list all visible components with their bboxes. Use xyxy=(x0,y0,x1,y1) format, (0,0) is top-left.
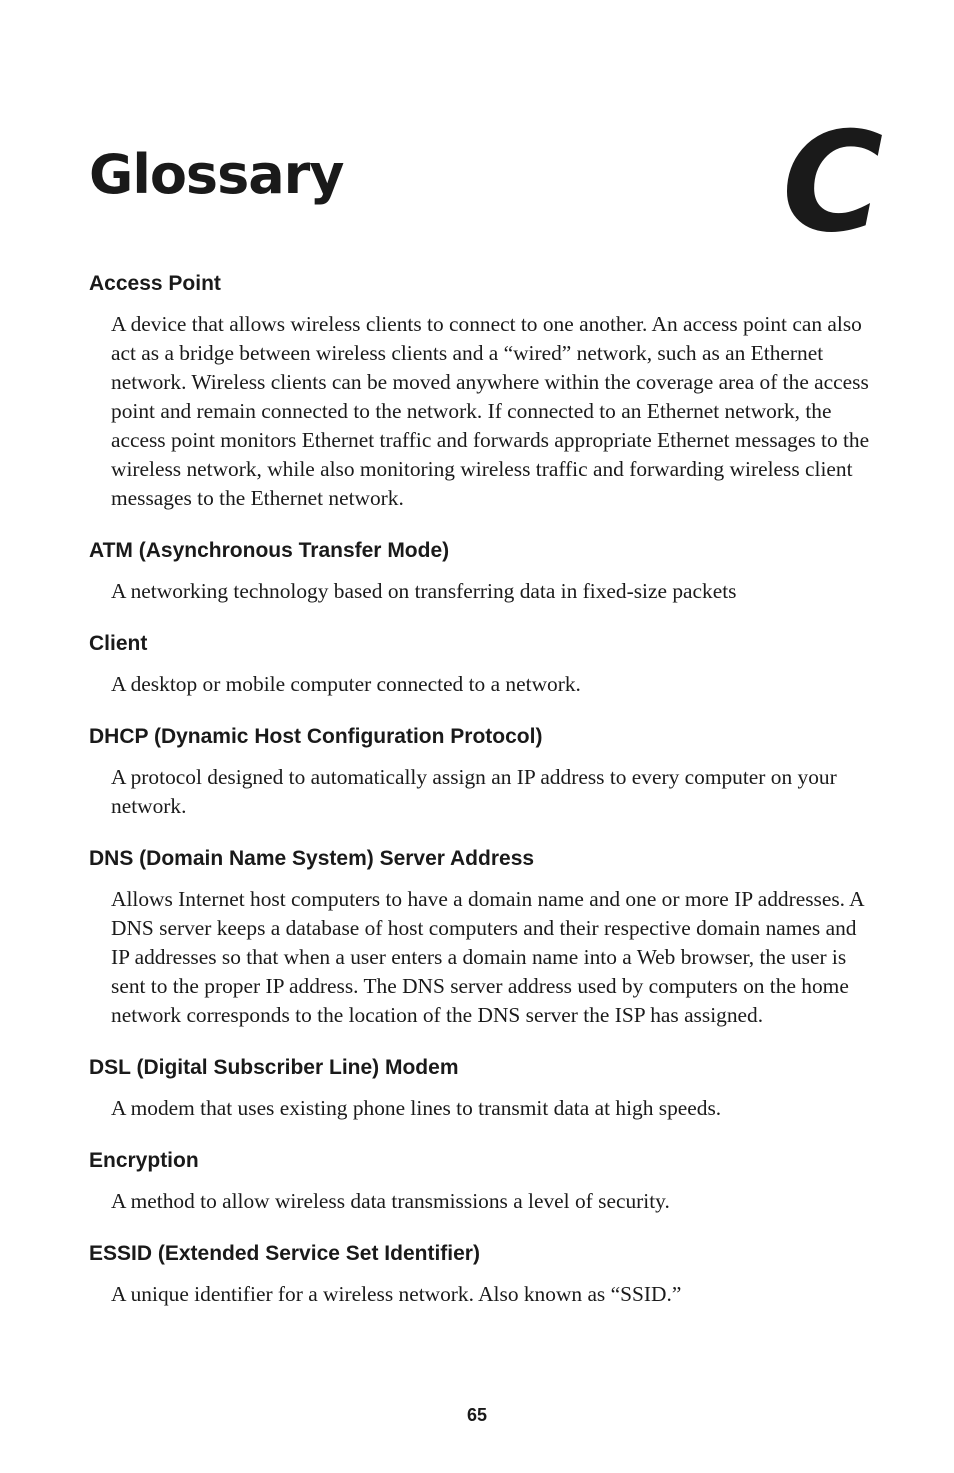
page-number: 65 xyxy=(466,1405,488,1425)
glossary-definition: A protocol designed to automatically assign an IP address to every computer on your network. xyxy=(111,765,837,818)
page-title: Glossary xyxy=(89,143,344,206)
glossary-entry-access-point xyxy=(89,268,879,513)
glossary-definition: A device that allows wireless clients to connect to one another. An access point can also act as a bridge between wireless clients and a “wired” network, such as an Ethernet network. Wireless clients can be moved anywhere within the coverage area of the access point and remain connected to the network. If connected to an Ethernet network, the access point monitors Ethernet traffic and forwards appropriate Ethernet messages to the wireless network, while also monitoring wireless traffic and forwarding wireless client messages to the Ethernet network. xyxy=(111,312,870,510)
glossary-entry-dsl xyxy=(89,1052,879,1123)
glossary-term: DSL (Digital Subscriber Line) Modem xyxy=(89,1056,459,1079)
glossary-term: Client xyxy=(89,632,148,655)
glossary-term: ATM (Asynchronous Transfer Mode) xyxy=(89,539,450,562)
glossary-definition: A unique identifier for a wireless network. Also known as “SSID.” xyxy=(111,1282,682,1306)
glossary-entry-essid xyxy=(89,1238,879,1309)
glossary-definition: A method to allow wireless data transmissions a level of security. xyxy=(111,1189,670,1213)
glossary-entry-client xyxy=(89,628,879,699)
glossary-entry-dhcp xyxy=(89,721,879,821)
glossary-term: Encryption xyxy=(89,1149,199,1172)
glossary-definition: A modem that uses existing phone lines to transmit data at high speeds. xyxy=(111,1096,722,1120)
glossary-entry-atm xyxy=(89,535,879,606)
glossary-entry-encryption xyxy=(89,1145,879,1216)
glossary-term: Access Point xyxy=(89,272,221,295)
glossary-definition: A networking technology based on transferring data in fixed-size packets xyxy=(111,579,737,603)
glossary-definition: Allows Internet host computers to have a domain name and one or more IP addresses. A DNS server keeps a database of host computers and their respective domain names and IP addresses so that when a user enters a domain name into a Web browser, the user is sent to the proper IP address. The DNS server address used by computers on the home network corresponds to the location of the DNS server the ISP has assigned. xyxy=(111,887,864,1027)
appendix-letter: C xyxy=(782,102,884,263)
glossary-definition: A desktop or mobile computer connected to a network. xyxy=(111,672,581,696)
glossary-term: DHCP (Dynamic Host Configuration Protocol) xyxy=(89,725,543,748)
glossary-entry-dns xyxy=(89,843,879,1030)
glossary-term: DNS (Domain Name System) Server Address xyxy=(89,847,535,870)
glossary-term: ESSID (Extended Service Set Identifier) xyxy=(89,1242,480,1265)
glossary-list xyxy=(89,268,879,1331)
